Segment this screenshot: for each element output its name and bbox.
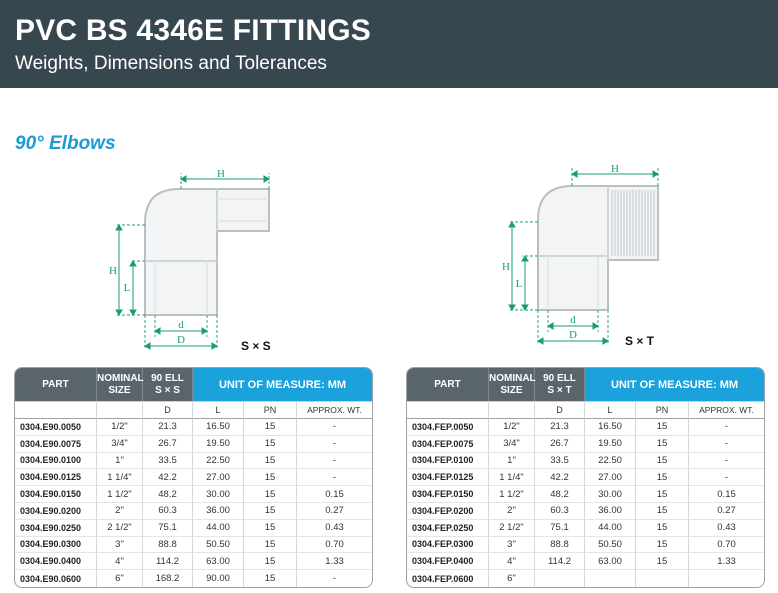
cell-approx-weight: -	[689, 469, 764, 486]
cell-approx-weight: -	[689, 453, 764, 470]
cell-part-number: 0304.FEP.0150	[407, 486, 489, 503]
cell-nominal-size: 3/4"	[97, 436, 143, 453]
cell-l-value: 36.00	[193, 503, 244, 520]
cell-pn-value: 15	[636, 453, 689, 470]
cell-pn-value: 15	[244, 537, 297, 554]
cell-pn-value: 15	[244, 503, 297, 520]
table-row	[15, 486, 372, 503]
cell-l-value: 36.00	[585, 503, 636, 520]
subheader-approx-wt: APPROX. WT.	[297, 401, 372, 419]
cell-l-value: 16.50	[585, 419, 636, 436]
cell-part-number: 0304.E90.0250	[15, 520, 97, 537]
cell-l-value: 16.50	[193, 419, 244, 436]
cell-approx-weight: 0.70	[689, 537, 764, 554]
cell-d-value: 21.3	[143, 419, 193, 436]
spec-table-sxs	[14, 367, 373, 588]
cell-pn-value: 15	[244, 436, 297, 453]
cell-l-value	[585, 570, 636, 587]
cell-l-value: 90.00	[193, 570, 244, 587]
subheader-approx-wt: APPROX. WT.	[689, 401, 764, 419]
cell-d-value: 48.2	[143, 486, 193, 503]
column-header-part: PART	[15, 368, 97, 401]
table-row	[15, 436, 372, 453]
cell-l-value: 63.00	[193, 553, 244, 570]
cell-approx-weight: 0.15	[689, 486, 764, 503]
cell-nominal-size: 2"	[97, 503, 143, 520]
cell-part-number: 0304.FEP.0400	[407, 553, 489, 570]
dim-label-h-top: H	[217, 168, 225, 180]
cell-d-value: 75.1	[143, 520, 193, 537]
table-row	[15, 419, 372, 436]
cell-approx-weight: 0.43	[297, 520, 372, 537]
cell-nominal-size: 1 1/4"	[97, 469, 143, 486]
cell-part-number: 0304.E90.0050	[15, 419, 97, 436]
cell-pn-value: 15	[636, 486, 689, 503]
subheader-l: L	[193, 401, 244, 419]
subheader-l: L	[585, 401, 636, 419]
cell-nominal-size: 1"	[489, 453, 535, 470]
column-header-ell-type: 90 ELL S × T	[535, 368, 585, 401]
cell-d-value: 114.2	[143, 553, 193, 570]
cell-l-value: 22.50	[193, 453, 244, 470]
dim-label-d-outer: D	[177, 334, 185, 346]
subheader-pn: PN	[244, 401, 297, 419]
cell-approx-weight: -	[297, 469, 372, 486]
table-row	[407, 436, 764, 453]
cell-approx-weight: 1.33	[689, 553, 764, 570]
cell-approx-weight: 0.43	[689, 520, 764, 537]
cell-pn-value: 15	[244, 520, 297, 537]
column-header-ell-type: 90 ELL S × S	[143, 368, 193, 401]
cell-d-value: 33.5	[143, 453, 193, 470]
cell-nominal-size: 4"	[97, 553, 143, 570]
cell-part-number: 0304.E90.0200	[15, 503, 97, 520]
elbow-drawing-sxs	[105, 165, 285, 355]
cell-pn-value: 15	[244, 570, 297, 587]
cell-nominal-size: 1/2"	[489, 419, 535, 436]
cell-approx-weight	[689, 570, 764, 587]
cell-pn-value: 15	[636, 553, 689, 570]
cell-part-number: 0304.E90.0100	[15, 453, 97, 470]
cell-part-number: 0304.E90.0125	[15, 469, 97, 486]
cell-part-number: 0304.E90.0400	[15, 553, 97, 570]
dim-label-l: L	[515, 278, 523, 290]
cell-approx-weight: 0.70	[297, 537, 372, 554]
cell-nominal-size: 3/4"	[489, 436, 535, 453]
subheader-pn: PN	[636, 401, 689, 419]
cell-pn-value: 15	[636, 436, 689, 453]
cell-part-number: 0304.FEP.0075	[407, 436, 489, 453]
table-row	[407, 537, 764, 554]
cell-approx-weight: -	[297, 419, 372, 436]
cell-approx-weight: 1.33	[297, 553, 372, 570]
table-row	[407, 503, 764, 520]
cell-l-value: 19.50	[585, 436, 636, 453]
cell-part-number: 0304.E90.0600	[15, 570, 97, 587]
cell-pn-value: 15	[636, 469, 689, 486]
elbow-drawing-sxt	[500, 160, 680, 350]
cell-nominal-size: 2"	[489, 503, 535, 520]
drawing-type-label-sxt: S × T	[625, 334, 655, 348]
dim-label-d-inner: d	[178, 319, 184, 331]
cell-d-value: 88.8	[535, 537, 585, 554]
cell-l-value: 50.50	[193, 537, 244, 554]
drawing-type-label-sxs: S × S	[241, 339, 271, 353]
cell-d-value: 26.7	[143, 436, 193, 453]
cell-l-value: 27.00	[193, 469, 244, 486]
cell-d-value: 60.3	[535, 503, 585, 520]
cell-d-value: 26.7	[535, 436, 585, 453]
column-header-unit: UNIT OF MEASURE: MM	[585, 368, 764, 401]
table-row	[15, 503, 372, 520]
cell-pn-value: 15	[244, 453, 297, 470]
cell-pn-value: 15	[636, 503, 689, 520]
column-header-nominal-size: NOMINAL SIZE	[97, 368, 143, 401]
column-header-nominal-size: NOMINAL SIZE	[489, 368, 535, 401]
cell-l-value: 30.00	[585, 486, 636, 503]
cell-pn-value	[636, 570, 689, 587]
cell-l-value: 50.50	[585, 537, 636, 554]
cell-pn-value: 15	[636, 537, 689, 554]
dim-label-d-outer: D	[569, 329, 577, 341]
cell-approx-weight: -	[332, 573, 337, 585]
cell-part-number: 0304.E90.0150	[15, 486, 97, 503]
cell-d-value: 60.3	[143, 503, 193, 520]
cell-d-value: 114.2	[535, 553, 585, 570]
table-row	[15, 553, 372, 570]
cell-nominal-size: 1 1/2"	[489, 486, 535, 503]
cell-approx-weight: 0.27	[297, 503, 372, 520]
subheader-d: D	[535, 401, 585, 419]
cell-pn-value: 15	[244, 486, 297, 503]
cell-approx-weight: -	[297, 453, 372, 470]
cell-approx-weight: 0.15	[297, 486, 372, 503]
cell-part-number: 0304.FEP.0250	[407, 520, 489, 537]
cell-part-number: 0304.FEP.0050	[407, 419, 489, 436]
cell-l-value: 22.50	[585, 453, 636, 470]
dim-label-l: L	[123, 282, 131, 294]
table-row	[407, 486, 764, 503]
cell-part-number: 0304.E90.0300	[15, 537, 97, 554]
cell-nominal-size: 4"	[489, 553, 535, 570]
cell-d-value: 48.2	[535, 486, 585, 503]
cell-pn-value: 15	[244, 469, 297, 486]
table-row	[15, 537, 372, 554]
table-row	[407, 520, 764, 537]
dim-label-h-side: H	[502, 261, 510, 273]
cell-l-value: 19.50	[193, 436, 244, 453]
cell-pn-value: 15	[244, 553, 297, 570]
table-row	[407, 419, 764, 436]
cell-part-number: 0304.FEP.0125	[407, 469, 489, 486]
table-row	[15, 453, 372, 470]
cell-part-number: 0304.FEP.0300	[407, 537, 489, 554]
cell-part-number: 0304.FEP.0200	[407, 503, 489, 520]
cell-l-value: 27.00	[585, 469, 636, 486]
cell-d-value: 42.2	[143, 469, 193, 486]
cell-d-value	[535, 570, 585, 587]
cell-nominal-size: 2 1/2"	[489, 520, 535, 537]
cell-nominal-size: 1 1/2"	[97, 486, 143, 503]
dim-label-h-top: H	[611, 163, 619, 175]
subheader-d: D	[143, 401, 193, 419]
spec-table-sxt	[406, 367, 765, 588]
cell-pn-value: 15	[636, 419, 689, 436]
table-row	[407, 570, 764, 587]
page-title: PVC BS 4346E FITTINGS	[15, 14, 371, 47]
cell-pn-value: 15	[636, 520, 689, 537]
cell-d-value: 33.5	[535, 453, 585, 470]
dim-label-h-side: H	[109, 265, 117, 277]
cell-d-value: 88.8	[143, 537, 193, 554]
column-header-part: PART	[407, 368, 489, 401]
cell-d-value: 168.2	[143, 570, 193, 587]
cell-nominal-size: 1/2"	[97, 419, 143, 436]
cell-nominal-size: 3"	[489, 537, 535, 554]
table-row	[15, 520, 372, 537]
dim-label-d-inner: d	[570, 314, 576, 326]
cell-d-value: 42.2	[535, 469, 585, 486]
cell-approx-weight: -	[689, 419, 764, 436]
cell-d-value: 21.3	[535, 419, 585, 436]
section-title: 90° Elbows	[15, 133, 116, 154]
cell-nominal-size: 1"	[97, 453, 143, 470]
header-banner	[0, 0, 778, 88]
cell-nominal-size: 3"	[97, 537, 143, 554]
cell-approx-weight: -	[297, 436, 372, 453]
cell-pn-value: 15	[244, 419, 297, 436]
cell-part-number: 0304.FEP.0100	[407, 453, 489, 470]
page-subtitle: Weights, Dimensions and Tolerances	[15, 53, 327, 74]
cell-part-number: 0304.FEP.0600	[407, 570, 489, 587]
table-row	[15, 570, 372, 587]
cell-l-value: 44.00	[585, 520, 636, 537]
cell-part-number: 0304.E90.0075	[15, 436, 97, 453]
cell-nominal-size: 6"	[489, 570, 535, 587]
cell-nominal-size: 2 1/2"	[97, 520, 143, 537]
table-row	[407, 469, 764, 486]
cell-approx-weight: 0.27	[689, 503, 764, 520]
cell-approx-weight: -	[689, 436, 764, 453]
cell-l-value: 44.00	[193, 520, 244, 537]
table-row	[407, 553, 764, 570]
column-header-unit: UNIT OF MEASURE: MM	[193, 368, 372, 401]
cell-l-value: 63.00	[585, 553, 636, 570]
cell-nominal-size: 6"	[97, 570, 143, 587]
cell-l-value: 30.00	[193, 486, 244, 503]
cell-d-value: 75.1	[535, 520, 585, 537]
table-row	[407, 453, 764, 470]
cell-nominal-size: 1 1/4"	[489, 469, 535, 486]
table-row	[15, 469, 372, 486]
